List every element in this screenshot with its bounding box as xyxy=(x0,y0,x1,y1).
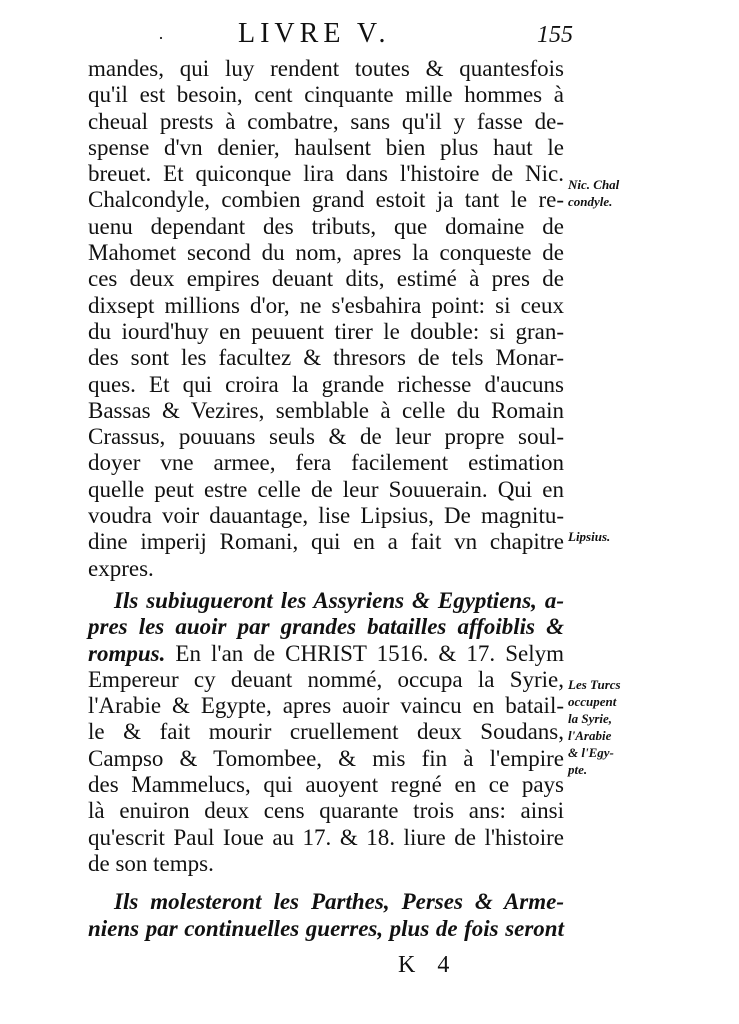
margin-note-line: la Syrie, xyxy=(568,711,613,726)
margin-note-turks xyxy=(568,676,728,778)
prophecy-fragment: rompus. xyxy=(88,640,166,666)
text-line: quelle peut estre celle de leur Souuerain. Qui en xyxy=(88,476,564,502)
text-line: ques. Et qui croira la grande richesse d'aucuns xyxy=(88,371,564,397)
head-mark: · xyxy=(158,28,164,48)
text-line: cheual prests à combatre, sans qu'il y fasse de- xyxy=(88,108,564,134)
text-line: du iourd'huy en peuuent tirer le double: si gran- xyxy=(88,318,564,344)
text-line: breuet. Et quiconque lira dans l'histoire de Nic. xyxy=(88,161,564,187)
text-fragment: En l'an de CHRIST 1516. & 17. Selym xyxy=(165,640,564,666)
text-line: expres. xyxy=(88,555,154,581)
paragraph-gap xyxy=(88,877,564,889)
page-number: 155 xyxy=(537,22,573,48)
prophecy-line: niens par continuelles guerres, plus de fois seront xyxy=(88,915,564,941)
margin-note-chalcondyle xyxy=(568,176,728,210)
text-line: qu'il est besoin, cent cinquante mille hommes à xyxy=(88,82,564,108)
text-line: des Mammelucs, qui auoyent regné en ce pays xyxy=(88,772,564,798)
text-line: Empereur cy deuant nommé, occupa la Syrie, xyxy=(88,666,564,692)
text-line: des sont les facultez & thresors de tels Monar- xyxy=(88,345,564,371)
paragraph-2 xyxy=(88,588,564,877)
text-line: Campso & Tomombee, & mis fin à l'empire xyxy=(88,745,564,771)
text-line: dixsept millions d'or, ne s'esbahira point: si ceux xyxy=(88,292,564,318)
paragraph-3 xyxy=(88,889,564,942)
text-line: Crassus, pouuans seuls & de leur propre soul- xyxy=(88,424,564,450)
prophecy-line: Ils subiugueront les Assyriens & Egyptiens, a- xyxy=(114,587,564,613)
text-line: l'Arabie & Egypte, apres auoir vaincu en batail- xyxy=(88,693,564,719)
margin-note-line: condyle. xyxy=(568,194,613,209)
text-line: Chalcondyle, combien grand estoit ja tant le re- xyxy=(88,187,564,213)
main-text xyxy=(88,56,564,942)
text-line: spense d'vn denier, haulsent bien plus haut le xyxy=(88,134,564,160)
text-line: Bassas & Vezires, semblable à celle du Romain xyxy=(88,397,564,423)
paragraph-1 xyxy=(88,56,564,582)
text-line: Mahomet second du nom, apres la conqueste de xyxy=(88,240,564,266)
text-line: ces deux empires deuant dits, estimé à pres de xyxy=(88,266,564,292)
text-line: doyer vne armee, fera facilement estimation xyxy=(88,450,564,476)
text-line: de son temps. xyxy=(88,850,214,876)
text-line: voudra voir dauantage, lise Lipsius, De magnitu- xyxy=(88,503,564,529)
text-line: dine imperij Romani, qui en a fait vn chapitre xyxy=(88,529,564,555)
signature-mark: K 4 xyxy=(398,952,458,978)
margin-note-line: Nic. Chal xyxy=(568,177,620,192)
running-head xyxy=(88,18,573,52)
prophecy-line: Ils molesteront les Parthes, Perses & Arme- xyxy=(114,889,564,915)
margin-note-line: Les Turcs xyxy=(568,677,621,692)
text-line: le & fait mourir cruellement deux Soudans, xyxy=(88,719,564,745)
prophecy-line: pres les auoir par grandes batailles affoiblis & xyxy=(88,614,564,640)
margin-note-lipsius xyxy=(568,528,728,545)
text-line: qu'escrit Paul Ioue au 17. & 18. liure de l'histoire xyxy=(88,824,564,850)
margin-note-line: l'Arabie xyxy=(568,728,612,743)
margin-note-line: pte. xyxy=(568,762,588,777)
margin-note-line: occupent xyxy=(568,694,617,709)
book-title: LIVRE V. xyxy=(238,18,391,49)
margin-note-line: Lipsius. xyxy=(568,529,611,544)
text-line: uenu dependant des tributs, que domaine de xyxy=(88,213,564,239)
text-line: mandes, qui luy rendent toutes & quantesfois xyxy=(88,56,564,81)
mixed-line xyxy=(88,641,564,667)
text-line: là enuiron deux cens quarante trois ans: ainsi xyxy=(88,798,564,824)
margin-note-line: & l'Egy- xyxy=(568,745,614,760)
